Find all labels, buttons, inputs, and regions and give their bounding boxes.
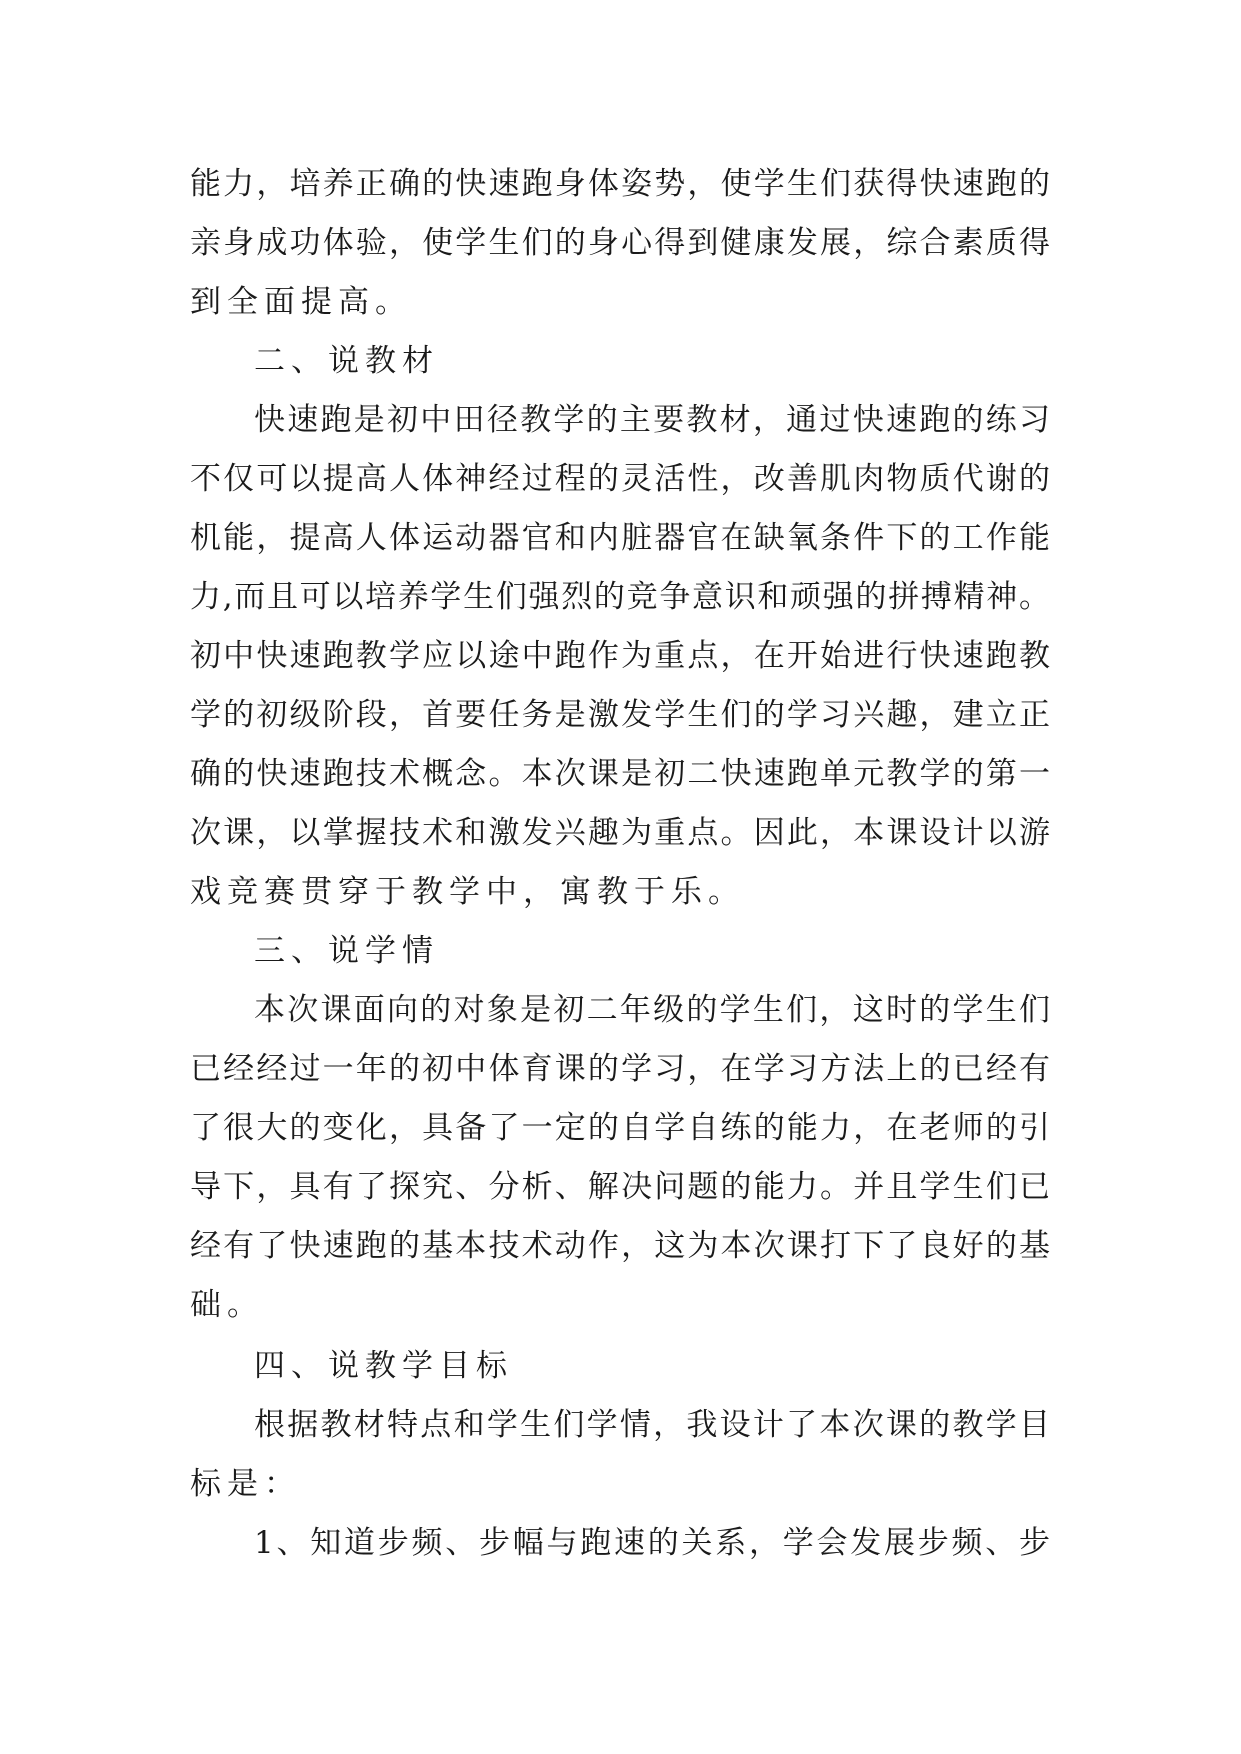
text-line: 本次课面向的对象是初二年级的学生们，这时的学生们 xyxy=(254,992,1050,1028)
section-heading: 三、说学情 xyxy=(254,933,439,969)
section-heading: 二、说教材 xyxy=(254,343,439,379)
document-body xyxy=(190,155,1050,1573)
text-line: 机能，提高人体运动器官和内脏器官在缺氧条件下的工作能 xyxy=(190,520,1050,556)
text-line: 1、知道步频、步幅与跑速的关系，学会发展步频、步 xyxy=(254,1525,1050,1561)
text-line: 能力，培养正确的快速跑身体姿势，使学生们获得快速跑的 xyxy=(190,166,1050,202)
text-line: 不仅可以提高人体神经过程的灵活性，改善肌肉物质代谢的 xyxy=(190,461,1050,497)
text-line: 次课，以掌握技术和激发兴趣为重点。因此，本课设计以游 xyxy=(190,815,1050,851)
text-line: 了很大的变化，具备了一定的自学自练的能力，在老师的引 xyxy=(190,1110,1050,1146)
text-line: 标是： xyxy=(190,1466,301,1502)
text-line: 学的初级阶段，首要任务是激发学生们的学习兴趣，建立正 xyxy=(190,697,1050,733)
text-line: 初中快速跑教学应以途中跑作为重点，在开始进行快速跑教 xyxy=(190,638,1050,674)
text-line: 确的快速跑技术概念。本次课是初二快速跑单元教学的第一 xyxy=(190,756,1050,792)
section-heading: 四、说教学目标 xyxy=(254,1348,513,1384)
text-line: 亲身成功体验，使学生们的身心得到健康发展，综合素质得 xyxy=(190,225,1050,261)
text-line: 力,而且可以培养学生们强烈的竞争意识和顽强的拼搏精神。 xyxy=(190,579,1050,615)
text-line: 经有了快速跑的基本技术动作，这为本次课打下了良好的基 xyxy=(190,1228,1050,1264)
text-line: 戏竞赛贯穿于教学中，寓教于乐。 xyxy=(190,874,745,910)
text-line: 已经经过一年的初中体育课的学习，在学习方法上的已经有 xyxy=(190,1051,1050,1087)
text-line: 快速跑是初中田径教学的主要教材，通过快速跑的练习 xyxy=(254,402,1050,438)
text-line: 导下，具有了探究、分析、解决问题的能力。并且学生们已 xyxy=(190,1169,1050,1205)
text-line: 到全面提高。 xyxy=(190,284,412,320)
text-line: 础。 xyxy=(190,1287,264,1323)
text-line: 根据教材特点和学生们学情，我设计了本次课的教学目 xyxy=(254,1407,1050,1443)
